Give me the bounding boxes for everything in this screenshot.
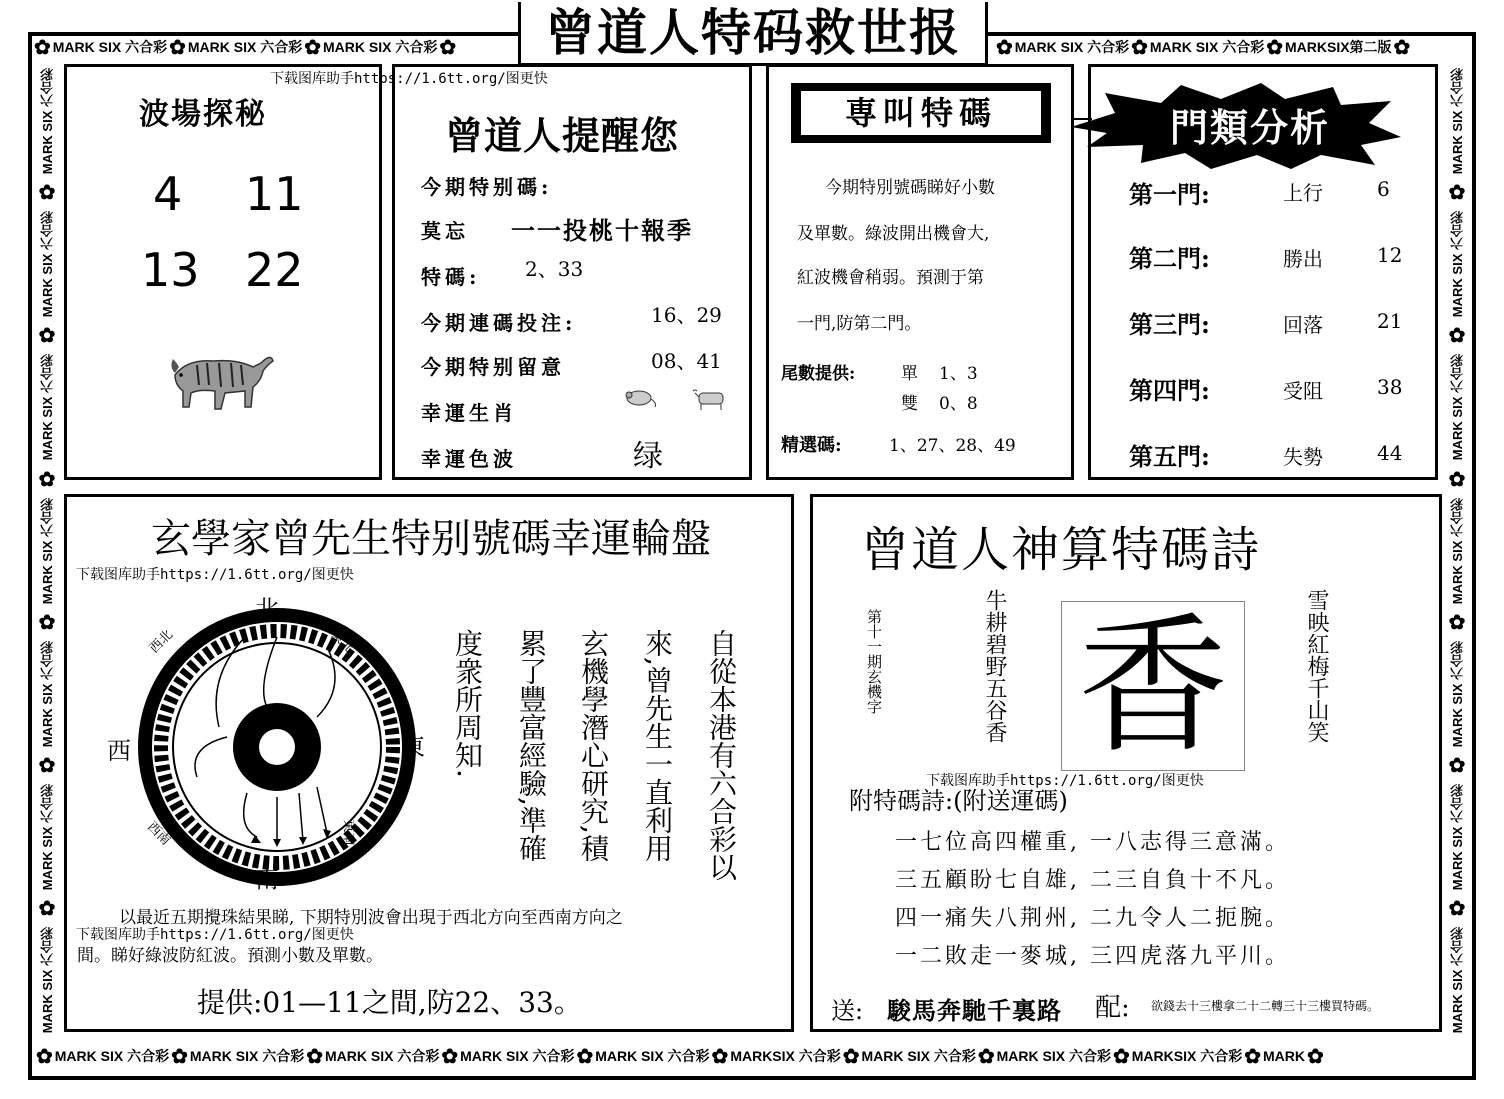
band-text: MARK SIX	[861, 1048, 930, 1064]
flower-icon: ✿	[171, 1045, 188, 1068]
wheel-column: 累了豐富經驗,準確	[515, 629, 548, 862]
direction-southwest: 西南	[144, 819, 174, 849]
select-label: 精選碼:	[781, 435, 842, 456]
reminder-value: 2、33	[525, 257, 584, 281]
big-character: 香	[1061, 601, 1245, 771]
band-text: MARKSIX	[1131, 1048, 1197, 1064]
direction-northwest: 西北	[146, 627, 176, 657]
band-logo: 六合彩	[127, 1048, 170, 1064]
match-label: 配:	[1095, 993, 1130, 1023]
flower-icon: ✿	[842, 1045, 860, 1068]
flower-icon: ✿	[1448, 182, 1466, 205]
lucky-wheel	[127, 597, 447, 887]
band-text: MARK SIX 六合彩	[39, 783, 55, 891]
special-box	[766, 64, 1074, 480]
attach-title: 附特碼詩:(附送運碼)	[849, 787, 1068, 815]
direction-southeast: 東南	[340, 819, 356, 846]
wheel-provide: 提供:01—11之間,防22、33。	[197, 986, 582, 1019]
band-text: MARK SIX 六合彩	[1449, 640, 1465, 747]
send-value: 駿馬奔馳千裏路	[887, 996, 1062, 1025]
poem-line-left: 牛耕碧野五谷香	[982, 589, 1007, 743]
door-number: 44	[1377, 441, 1403, 465]
flower-icon: ✿	[1448, 898, 1466, 921]
reminder-title: 曾道人提醒您	[445, 113, 680, 158]
bottom-band	[34, 1042, 1474, 1070]
wheel-column: 自從本港有六合彩以	[705, 629, 738, 881]
band-text: MARK SIX	[52, 39, 122, 55]
reminder-value: 08、41	[651, 349, 722, 373]
band-text: MARK SIX	[1149, 39, 1219, 55]
reminder-value: 绿	[633, 439, 663, 474]
reminder-value: 一一投桃十報季	[511, 216, 693, 245]
page-title: 曾道人特码救世报	[518, 2, 988, 66]
flower-icon: ✿	[169, 36, 186, 59]
wheel-title: 玄學家曾先生特别號碼幸運輪盤	[151, 516, 711, 562]
flower-icon: ✿	[1112, 1045, 1130, 1068]
band-logo: 六合彩	[1200, 1048, 1243, 1064]
band-logo: 六合彩	[1068, 1048, 1111, 1064]
reminder-label: 今期特别留意	[421, 355, 565, 379]
band-text: MARK SIX	[324, 1048, 394, 1064]
band-logo: 六合彩	[395, 39, 438, 55]
wheel-column: 玄機學潛心研究,積	[577, 629, 610, 862]
special-title-frame	[791, 83, 1051, 143]
band-text: MARK SIX 六合彩	[39, 354, 55, 461]
band-text: MARKSIX	[730, 1048, 795, 1064]
flower-icon: ✿	[38, 468, 56, 491]
flower-icon: ✿	[1448, 754, 1466, 777]
band-logo: 六合彩	[933, 1048, 976, 1064]
flower-icon: ✿	[439, 36, 457, 59]
poem-line: 一二敗走一麥城, 三四虎落九平川。	[895, 944, 1290, 969]
door-label: 第二門:	[1129, 244, 1210, 273]
wave-number: 22	[245, 243, 304, 297]
band-text: MARK SIX 六合彩	[39, 68, 55, 175]
reminder-label: 今期連碼投注:	[421, 311, 577, 335]
flower-icon: ✿	[304, 36, 321, 59]
flower-icon: ✿	[1244, 1045, 1261, 1068]
band-logo: 六合彩	[262, 1048, 305, 1064]
reminder-box	[392, 64, 752, 480]
flower-icon: ✿	[38, 325, 56, 348]
send-label: 送:	[831, 997, 864, 1025]
top-band-right	[994, 34, 1474, 60]
tail-double-value: 0、8	[939, 394, 978, 414]
band-logo: 六合彩	[667, 1048, 710, 1064]
door-name: 勝出	[1283, 247, 1323, 271]
issue-label: 第十一期玄機字	[865, 609, 883, 714]
top-band-left	[32, 34, 512, 60]
reminder-label: 幸運生肖	[421, 401, 517, 425]
band-text: MARK SIX 六合彩	[39, 497, 55, 604]
band-text: MARK SIX	[595, 1048, 664, 1064]
right-band	[1440, 62, 1474, 1047]
door-label: 第五門:	[1129, 442, 1210, 471]
watermark-text: 下载图库助手https://1.6tt.org/图更快	[270, 71, 548, 87]
rat-icon	[621, 385, 657, 409]
flower-icon: ✿	[1266, 36, 1283, 59]
band-logo: 六合彩	[532, 1048, 575, 1064]
flower-icon: ✿	[38, 898, 56, 921]
door-label: 第四門:	[1129, 376, 1210, 405]
match-value: 欲錢去十三樓拿二十二轉三十三樓買特碼。	[1151, 999, 1380, 1013]
flower-icon: ✿	[38, 182, 56, 205]
band-text: MARK SIX	[1014, 39, 1084, 55]
special-title: 専叫特碼	[801, 91, 1041, 135]
band-text: MARK SIX 六合彩	[39, 211, 55, 318]
poem-box	[810, 494, 1442, 1032]
band-text: MARK	[1262, 1048, 1305, 1064]
special-paragraph-line: 及單數。綠波開出機會大,	[797, 224, 990, 244]
direction-west: 西	[107, 737, 131, 765]
door-number: 21	[1377, 309, 1403, 333]
special-paragraph-line: 一門,防第二門。	[797, 314, 922, 334]
tail-single-value: 1、3	[939, 364, 978, 384]
flower-icon: ✿	[1448, 325, 1466, 348]
direction-north: 北	[255, 595, 279, 623]
watermark-text: 下载图库助手https://1.6tt.org/图更快	[76, 567, 354, 583]
wave-number: 4	[153, 167, 183, 221]
reminder-label: 今期特别碼:	[421, 175, 553, 199]
reminder-label: 特碼:	[421, 265, 481, 289]
flower-icon: ✿	[1448, 611, 1466, 634]
band-logo: 六合彩	[125, 39, 168, 55]
reminder-value: 16、29	[651, 303, 722, 327]
flower-icon: ✿	[36, 1045, 53, 1068]
flower-icon: ✿	[996, 36, 1013, 59]
flower-icon: ✿	[1393, 36, 1411, 59]
band-text: MARK SIX 六合彩	[1449, 783, 1465, 891]
flower-icon: ✿	[977, 1045, 995, 1068]
band-logo: 六合彩	[798, 1048, 841, 1064]
door-label: 第一門:	[1129, 180, 1210, 209]
wave-number: 13	[141, 243, 200, 297]
special-paragraph-line: 紅波機會稍弱。預測于第	[797, 268, 984, 288]
band-logo: 六合彩	[1222, 39, 1265, 55]
direction-northeast: 東北	[328, 627, 358, 657]
wave-number: 11	[245, 167, 304, 221]
door-box	[1088, 64, 1438, 480]
poem-line: 四一痛失八荆州, 二九令人二扼腕。	[895, 906, 1290, 931]
wave-box	[64, 64, 382, 480]
watermark-text: 下载图库助手https://1.6tt.org/图更快	[76, 927, 354, 943]
flower-icon: ✿	[1131, 36, 1148, 59]
reminder-label: 幸運色波	[421, 447, 517, 471]
band-logo: 六合彩	[260, 39, 303, 55]
band-text: MARK SIX	[54, 1048, 124, 1064]
poem-title: 曾道人神算特碼詩	[861, 522, 1262, 578]
band-text: MARK SIX 六合彩	[39, 640, 55, 747]
band-logo: 六合彩	[1087, 39, 1130, 55]
wheel-column: 度衆所周知.	[451, 629, 484, 778]
flower-icon: ✿	[34, 36, 51, 59]
door-label: 第三門:	[1129, 310, 1210, 339]
poem-line: 三五顧盼七自雄, 二三自負十不凡。	[895, 868, 1290, 893]
door-number: 38	[1377, 375, 1403, 399]
band-text: MARK SIX	[189, 1048, 259, 1064]
door-name: 上行	[1283, 181, 1323, 205]
band-text: MARK SIX 六合彩	[1449, 497, 1465, 604]
poem-line-right: 雪映紅梅千山笑	[1304, 589, 1329, 743]
direction-east: 東	[401, 733, 425, 761]
direction-south: 南	[255, 865, 279, 893]
flower-icon: ✿	[306, 1045, 323, 1068]
flower-icon: ✿	[1306, 1045, 1324, 1068]
wheel-note-line: 間。睇好綠波防紅波。預測小數及單數。	[77, 946, 383, 966]
band-text: MARK SIX 六合彩	[1449, 68, 1465, 175]
flower-icon: ✿	[38, 611, 56, 634]
door-title: 門類分析	[1169, 105, 1330, 150]
wave-title: 波場探秘	[139, 97, 267, 132]
flower-icon: ✿	[38, 754, 56, 777]
band-text: MARK SIX	[996, 1048, 1066, 1064]
tiger-icon	[167, 345, 279, 417]
reminder-label: 莫忘	[421, 219, 469, 243]
tail-label: 尾數提供:	[781, 364, 856, 384]
door-name: 受阻	[1283, 379, 1323, 403]
door-name: 回落	[1283, 313, 1323, 337]
flower-icon: ✿	[576, 1045, 594, 1068]
flower-icon: ✿	[711, 1045, 729, 1068]
band-text: MARK SIX	[187, 39, 257, 55]
band-text: MARK SIX 六合彩	[1449, 927, 1465, 1034]
band-text: MARK SIX	[460, 1048, 529, 1064]
band-edition: MARKSIX第二版	[1284, 39, 1392, 55]
divider	[1072, 118, 1092, 120]
band-text: MARK SIX 六合彩	[1449, 354, 1465, 461]
watermark-text: 下载图库助手https://1.6tt.org/图更快	[926, 773, 1204, 789]
flower-icon: ✿	[441, 1045, 459, 1068]
band-text: MARK SIX 六合彩	[1449, 211, 1465, 318]
door-number: 6	[1377, 177, 1390, 201]
flower-icon: ✿	[1448, 468, 1466, 491]
door-number: 12	[1377, 243, 1403, 267]
left-band	[30, 62, 64, 1047]
tail-single-label: 單	[901, 364, 918, 384]
select-value: 1、27、28、49	[889, 436, 1016, 456]
band-text: MARK SIX	[322, 39, 392, 55]
band-text: MARK SIX 六合彩	[39, 927, 55, 1034]
band-logo: 六合彩	[397, 1048, 440, 1064]
wheel-column: 來,曾先生一直利用	[641, 629, 674, 862]
poem-line: 一七位高四權重, 一八志得三意滿。	[895, 830, 1290, 855]
wheel-note-line: 以最近五期攪珠結果睇, 下期特別波會出現于西北方向至西南方向之	[119, 908, 623, 928]
special-paragraph-line: 今期特別號碼睇好小數	[825, 178, 995, 198]
door-name: 失勢	[1283, 445, 1323, 469]
ox-icon	[691, 387, 731, 411]
tail-double-label: 雙	[901, 394, 918, 414]
